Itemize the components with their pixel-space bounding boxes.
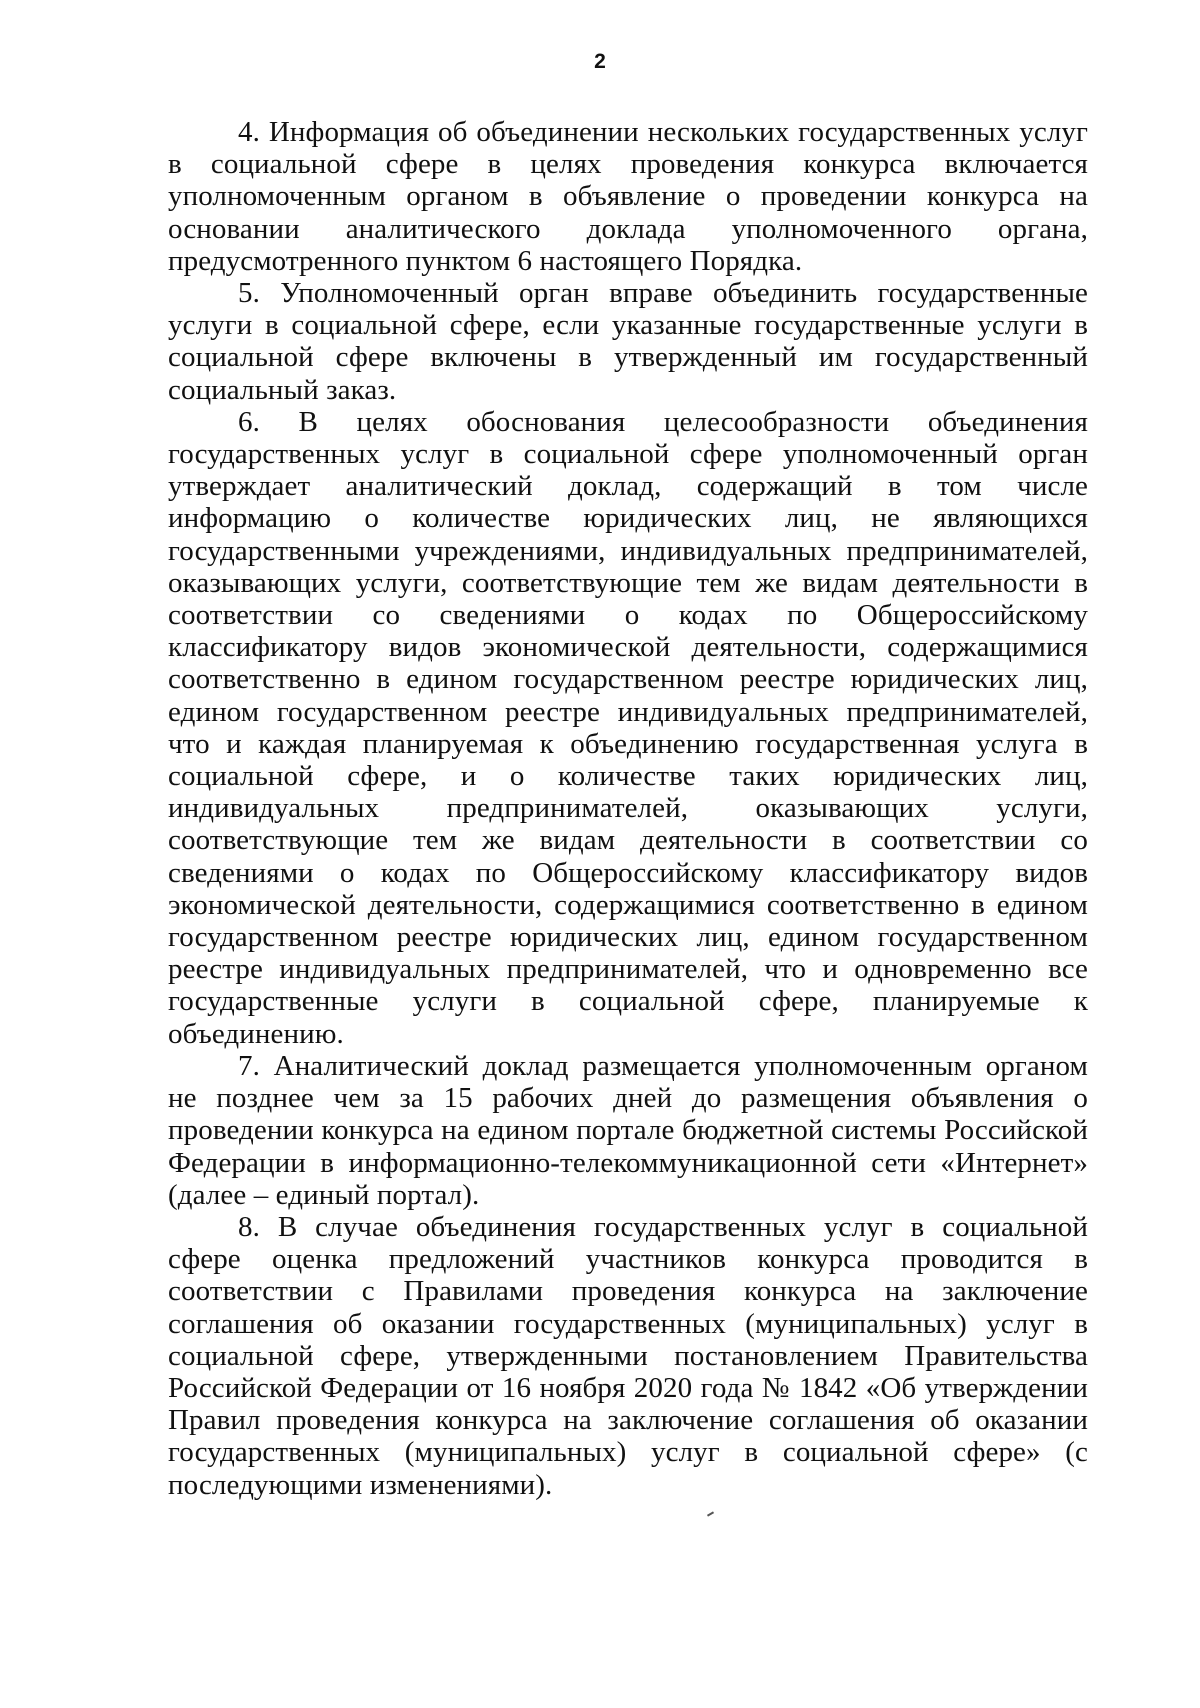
scan-speck xyxy=(707,1511,714,1516)
paragraph-4: 4. Информация об объединении нескольких государственных услуг в социальной сфере в целях проведения конкурса включается уполномоченным органом в объявление о проведении конкурса на основании аналитического доклада уполномоченного органа, предусмотренного пунктом 6 настоящего Порядка. xyxy=(168,116,1088,277)
paragraph-8: 8. В случае объединения государственных услуг в социальной сфере оценка предложений участников конкурса проводится в соответствии с Правилами проведения конкурса на заключение соглашения об оказании государственных (муниципальных) услуг в социальной сфере, утвержденными постановлением Правительства Российской Федерации от 16 ноября 2020 года № 1842 «Об утверждении Правил проведения конкурса на заключение соглашения об оказании государственных (муниципальных) услуг в социальной сфере» (с последующими изменениями). xyxy=(168,1210,1088,1501)
paragraph-6: 6. В целях обоснования целесообразности объединения государственных услуг в социальной сфере уполномоченный орган утверждает аналитический доклад, содержащий в том числе информацию о количестве юридических лиц, не являющихся государственными учреждениями, индивидуальных предпринимателей, оказывающих услуги, соответствующие тем же видам деятельности в соответствии со сведениями о кодах по Общероссийскому классификатору видов экономической деятельности, содержащимися соответственно в едином государственном реестре юридических лиц, едином государственном реестре индивидуальных предпринимателей, что и каждая планируемая к объединению государственная услуга в социальной сфере, и о количестве таких юридических лиц, индивидуальных предпринимателей, оказывающих услуги, соответствующие тем же видам деятельности в соответствии со сведениями о кодах по Общероссийскому классификатору видов экономической деятельности, содержащимися соответственно в едином государственном реестре юридических лиц, едином государственном реестре индивидуальных предпринимателей, что и одновременно все государственные услуги в социальной сфере, планируемые к объединению. xyxy=(168,405,1088,1050)
paragraph-7: 7. Аналитический доклад размещается уполномоченным органом не позднее чем за 15 рабочих дней до размещения объявления о проведении конкурса на едином портале бюджетной системы Российской Федерации в информационно-телекоммуникационной сети «Интернет» (далее – единый портал). xyxy=(168,1049,1088,1211)
document-body xyxy=(168,116,1088,1501)
paragraph-5: 5. Уполномоченный орган вправе объединить государственные услуги в социальной сфере, если указанные государственные услуги в социальной сфере включены в утвержденный им государственный социальный заказ. xyxy=(168,277,1088,406)
page-number: 2 xyxy=(594,50,606,73)
